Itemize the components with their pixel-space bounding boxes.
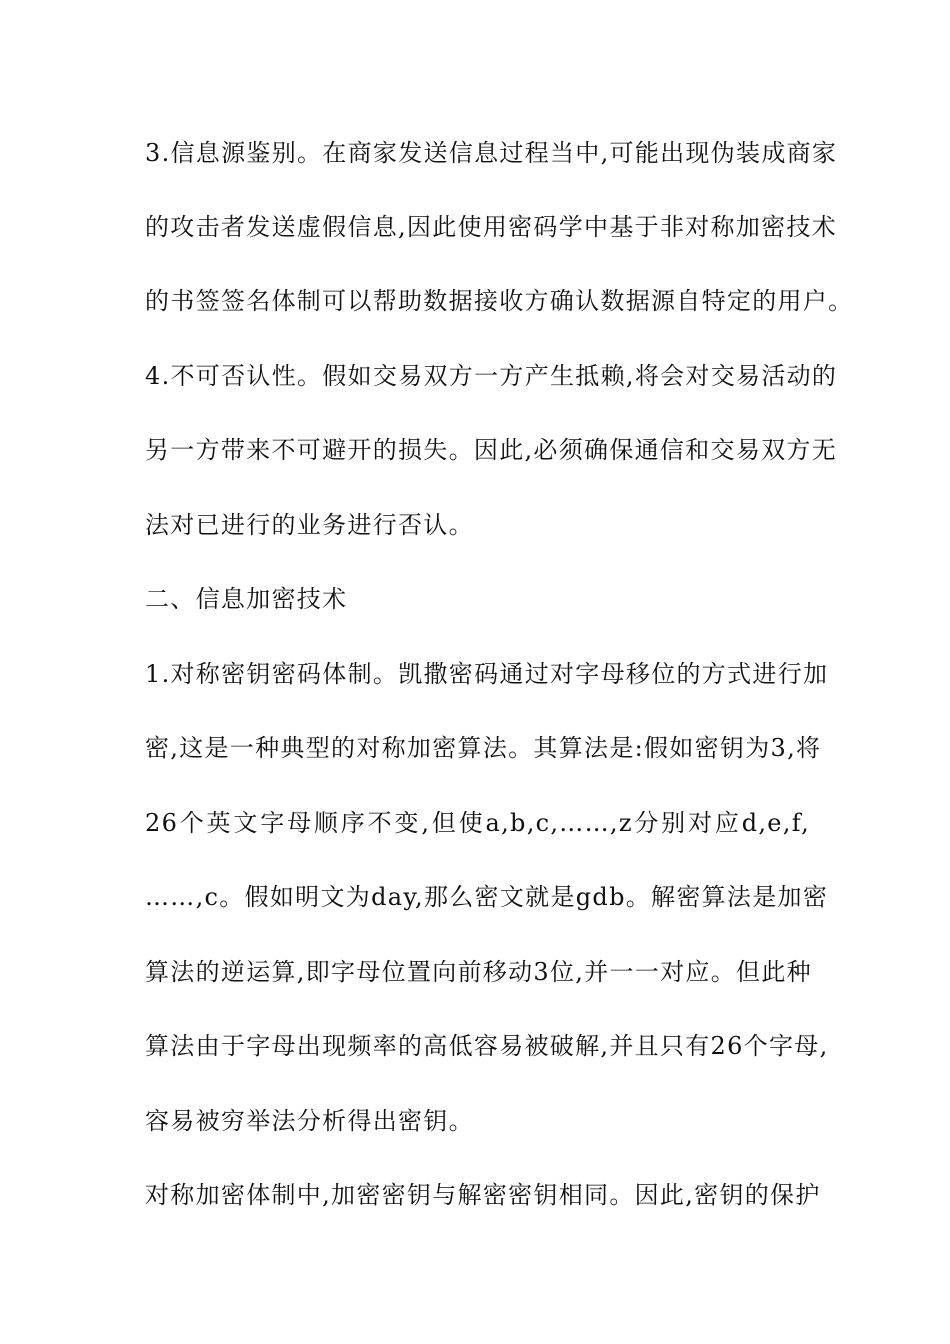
paragraph-line: 的攻击者发送虚假信息,因此使用密码学中基于非对称加密技术 xyxy=(145,213,838,241)
section-heading: 二、信息加密技术 xyxy=(145,585,348,613)
paragraph-line: 另一方带来不可避开的损失。因此,必须确保通信和交易双方无 xyxy=(145,436,838,464)
paragraph-line: 算法的逆运算,即字母位置向前移动3位,并一一对应。但此种 xyxy=(145,958,812,986)
paragraph-line: 1.对称密钥密码体制。凯撒密码通过对字母移位的方式进行加 xyxy=(145,660,829,688)
paragraph-line: 4.不可否认性。假如交易双方一方产生抵赖,将会对交易活动的 xyxy=(145,362,838,390)
paragraph-line: 密,这是一种典型的对称加密算法。其算法是:假如密钥为3,将 xyxy=(145,734,822,762)
paragraph-line: 法对已进行的业务进行否认。 xyxy=(145,511,474,539)
paragraph-line: 26个英文字母顺序不变,但使a,b,c,……,z分别对应d,e,f, xyxy=(145,809,810,837)
paragraph-line: 算法由于字母出现频率的高低容易被破解,并且只有26个字母, xyxy=(145,1032,829,1060)
paragraph-line: 对称加密体制中,加密密钥与解密密钥相同。因此,密钥的保护 xyxy=(145,1181,821,1209)
paragraph-line: ……,c。假如明文为day,那么密文就是gdb。解密算法是加密 xyxy=(145,883,829,911)
paragraph-line: 容易被穷举法分析得出密钥。 xyxy=(145,1107,474,1135)
paragraph-line: 的书签签名体制可以帮助数据接收方确认数据源自特定的用户。 xyxy=(145,287,854,315)
paragraph-line: 3.信息源鉴别。在商家发送信息过程当中,可能出现伪装成商家 xyxy=(145,139,838,167)
